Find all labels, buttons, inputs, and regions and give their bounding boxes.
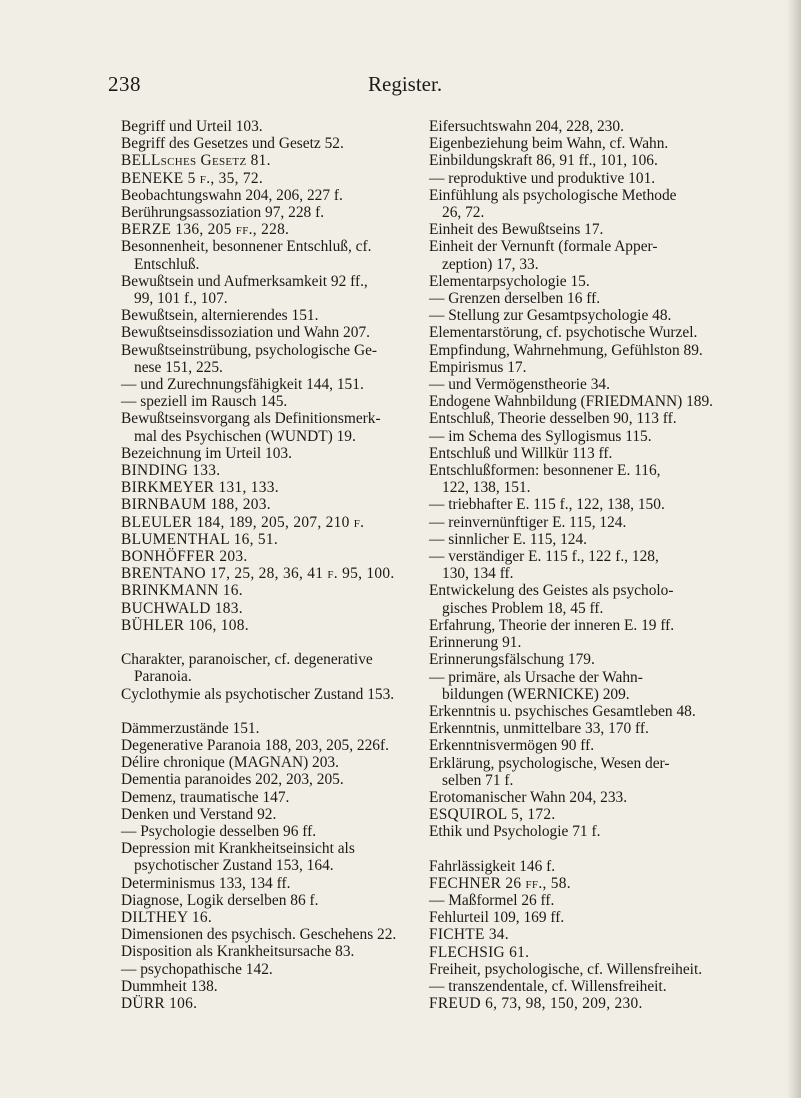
index-entry: BLEULER 184, 189, 205, 207, 210 f. xyxy=(121,513,365,531)
index-entry: Bezeichnung im Urteil 103. xyxy=(121,444,292,462)
index-entry: Erkenntnis u. psychisches Gesamtleben 48. xyxy=(429,702,696,720)
index-entry-continuation: selben 71 f. xyxy=(442,771,514,789)
index-entry: — triebhafter E. 115 f., 122, 138, 150. xyxy=(429,496,665,514)
index-entry: Dimensionen des psychisch. Geschehens 22. xyxy=(121,926,397,944)
index-entry: Elementarpsychologie 15. xyxy=(429,272,590,290)
index-entry: FREUD 6, 73, 98, 150, 209, 230. xyxy=(429,995,643,1013)
index-entry: Fehlurteil 109, 169 ff. xyxy=(429,909,565,927)
index-entry: Entschluß und Willkür 113 ff. xyxy=(429,444,613,462)
index-entry: FICHTE 34. xyxy=(429,926,509,944)
index-entry: — Grenzen derselben 16 ff. xyxy=(429,290,601,308)
index-entry: BÜHLER 106, 108. xyxy=(121,616,249,634)
index-column-left xyxy=(121,118,419,1012)
index-entry: Fahrlässigkeit 146 f. xyxy=(429,857,556,875)
index-entry: DÜRR 106. xyxy=(121,994,198,1012)
index-entry: BIRNBAUM 188, 203. xyxy=(121,496,271,514)
index-entry: Elementarstörung, cf. psychotische Wurzel. xyxy=(429,324,698,342)
index-entry: Erfahrung, Theorie der inneren E. 19 ff. xyxy=(429,616,675,634)
index-entry: — sinnlicher E. 115, 124. xyxy=(429,530,588,548)
index-entry: FLECHSIG 61. xyxy=(429,943,530,961)
index-entry: — transzendentale, cf. Willensfreiheit. xyxy=(429,977,667,995)
index-entry: Demenz, traumatische 147. xyxy=(121,788,290,806)
index-entry: BINDING 133. xyxy=(121,462,221,480)
index-column-right xyxy=(429,118,729,1012)
index-entry: Einheit des Bewußtseins 17. xyxy=(429,221,604,239)
index-entry: Begriff des Gesetzes und Gesetz 52. xyxy=(121,135,344,153)
index-entry: Dämmerzustände 151. xyxy=(121,719,260,737)
index-entry: Bewußtsein, alternierendes 151. xyxy=(121,307,319,325)
index-entry: Erotomanischer Wahn 204, 233. xyxy=(429,788,628,806)
index-entry-continuation: gisches Problem 18, 45 ff. xyxy=(442,599,604,617)
index-entry-continuation: 130, 134 ff. xyxy=(442,565,514,583)
index-entry: Dummheit 138. xyxy=(121,977,218,995)
index-entry: Cyclothymie als psychotischer Zustand 153. xyxy=(121,685,395,703)
index-entry-continuation: 122, 138, 151. xyxy=(442,479,531,497)
index-entry: Determinismus 133, 134 ff. xyxy=(121,874,291,892)
running-head: Register. xyxy=(368,72,443,96)
index-entry: Beobachtungswahn 204, 206, 227 f. xyxy=(121,186,343,204)
index-entry: — und Vermögenstheorie 34. xyxy=(429,376,610,394)
index-entry: Diagnose, Logik derselben 86 f. xyxy=(121,891,319,909)
index-entry: — und Zurechnungsfähigkeit 144, 151. xyxy=(121,376,364,394)
index-entry: Eifersuchtswahn 204, 228, 230. xyxy=(429,118,624,135)
index-entry: Einbildungskraft 86, 91 ff., 101, 106. xyxy=(429,152,658,170)
index-entry: BLUMENTHAL 16, 51. xyxy=(121,530,279,548)
index-entry: Bewußtsein und Aufmerksamkeit 92 ff., xyxy=(121,272,368,290)
index-entry-continuation: 26, 72. xyxy=(442,204,485,222)
index-entry: Bewußtseinstrübung, psychologische Ge- xyxy=(121,341,378,359)
index-entry: BELLsches Gesetz 81. xyxy=(121,152,271,170)
index-entry: — reinvernünftiger E. 115, 124. xyxy=(429,513,627,531)
index-entry: Berührungsassoziation 97, 228 f. xyxy=(121,204,325,222)
index-entry: BRINKMANN 16. xyxy=(121,582,243,600)
index-entry: Erkenntnisvermögen 90 ff. xyxy=(429,737,595,755)
index-entry: BENEKE 5 f., 35, 72. xyxy=(121,169,264,187)
index-entry: — primäre, als Ursache der Wahn- xyxy=(429,668,643,686)
index-entry: Erinnerung 91. xyxy=(429,634,522,652)
page-number: 238 xyxy=(108,72,141,96)
index-entry: — reproduktive und produktive 101. xyxy=(429,169,656,187)
index-entry: BONHÖFFER 203. xyxy=(121,548,248,566)
index-entry: Entschluß, Theorie desselben 90, 113 ff. xyxy=(429,410,677,428)
index-entry: Délire chronique (MAGNAN) 203. xyxy=(121,754,339,772)
index-entry-continuation: bildungen (WERNICKE) 209. xyxy=(442,685,630,703)
index-entry-continuation: nese 151, 225. xyxy=(134,358,223,376)
index-entry: Dementia paranoides 202, 203, 205. xyxy=(121,771,344,789)
index-entry: Endogene Wahnbildung (FRIEDMANN) 189. xyxy=(429,393,714,411)
index-entry-continuation: zeption) 17, 33. xyxy=(442,255,539,273)
index-entry: BIRKMEYER 131, 133. xyxy=(121,479,279,497)
index-entry: Empirismus 17. xyxy=(429,358,527,376)
index-entry: BUCHWALD 183. xyxy=(121,599,243,617)
index-entry-continuation: Paranoia. xyxy=(134,668,192,686)
index-entry: — Stellung zur Gesamtpsychologie 48. xyxy=(429,307,672,325)
index-entry-continuation: mal des Psychischen (WUNDT) 19. xyxy=(134,427,356,445)
page-header xyxy=(0,72,801,102)
index-entry: Empfindung, Wahrnehmung, Gefühlston 89. xyxy=(429,341,703,359)
index-entry: DILTHEY 16. xyxy=(121,908,213,926)
index-entry: ESQUIROL 5, 172. xyxy=(429,806,556,824)
index-entry: Depression mit Krankheitseinsicht als xyxy=(121,840,355,858)
index-entry: Einheit der Vernunft (formale Apper- xyxy=(429,238,658,256)
index-entry: Freiheit, psychologische, cf. Willensfreiheit. xyxy=(429,960,703,978)
index-entry: Denken und Verstand 92. xyxy=(121,805,277,823)
index-entry: Besonnenheit, besonnener Entschluß, cf. xyxy=(121,238,372,256)
index-entry: — speziell im Rausch 145. xyxy=(121,393,288,411)
index-entry-continuation: 99, 101 f., 107. xyxy=(134,290,228,308)
index-entry: — im Schema des Syllogismus 115. xyxy=(429,427,652,445)
index-entry: — Psychologie desselben 96 ff. xyxy=(121,822,317,840)
index-entry: Entwickelung des Geistes als psycholo- xyxy=(429,582,674,600)
index-entry-continuation: Entschluß. xyxy=(134,255,200,273)
index-entry: — psychopathische 142. xyxy=(121,960,273,978)
index-entry: Erinnerungsfälschung 179. xyxy=(429,651,595,669)
index-entry: Bewußtseinsvorgang als Definitionsmerk- xyxy=(121,410,381,428)
index-entry: BRENTANO 17, 25, 28, 36, 41 f. 95, 100. xyxy=(121,565,395,583)
index-entry: Erkenntnis, unmittelbare 33, 170 ff. xyxy=(429,720,649,738)
index-entry-continuation: psychotischer Zustand 153, 164. xyxy=(134,857,334,875)
index-entry: Bewußtseinsdissoziation und Wahn 207. xyxy=(121,324,370,342)
index-entry: Eigenbeziehung beim Wahn, cf. Wahn. xyxy=(429,135,669,153)
index-entry: — Maßformel 26 ff. xyxy=(429,891,555,909)
index-entry: Disposition als Krankheitsursache 83. xyxy=(121,943,355,961)
index-entry: Degenerative Paranoia 188, 203, 205, 226f. xyxy=(121,736,389,754)
index-entry: — verständiger E. 115 f., 122 f., 128, xyxy=(429,548,659,566)
index-entry: Ethik und Psychologie 71 f. xyxy=(429,823,601,841)
index-entry: Einfühlung als psychologische Methode xyxy=(429,186,677,204)
index-entry: Erklärung, psychologische, Wesen der- xyxy=(429,754,670,772)
index-entry: Charakter, paranoischer, cf. degenerative xyxy=(121,651,373,669)
index-entry: Begriff und Urteil 103. xyxy=(121,118,263,135)
page-edge-shadow xyxy=(787,0,801,1098)
index-entry: BERZE 136, 205 ff., 228. xyxy=(121,221,290,239)
index-entry: FECHNER 26 ff., 58. xyxy=(429,874,571,892)
index-entry: Entschlußformen: besonnener E. 116, xyxy=(429,462,661,480)
